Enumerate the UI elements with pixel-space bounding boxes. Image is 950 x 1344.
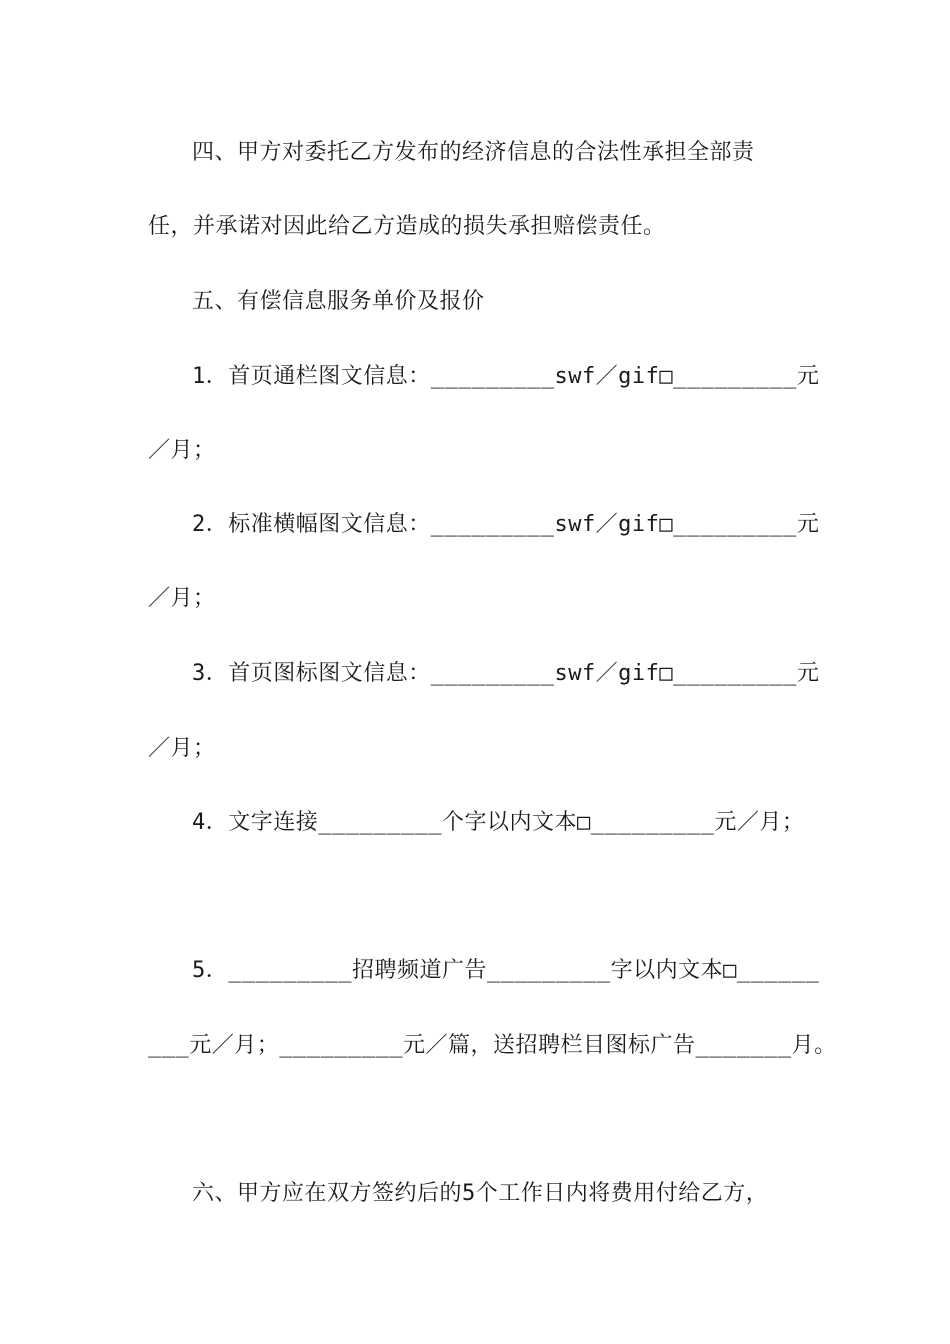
item-3-line-1: 3．首页图标图文信息：_________swf／gif□_________元 xyxy=(192,661,820,686)
item-2-line-2: ／月； xyxy=(148,586,216,611)
paragraph-4-line-1: 四、甲方对委托乙方发布的经济信息的合法性承担全部责 xyxy=(192,140,755,165)
item-2-line-1: 2．标准横幅图文信息：_________swf／gif□_________元 xyxy=(192,512,820,537)
item-4: 4．文字连接_________个字以内文本□_________元／月； xyxy=(192,810,805,835)
item-1-line-1: 1．首页通栏图文信息：_________swf／gif□_________元 xyxy=(192,364,820,389)
item-5-line-1: 5．_________招聘频道广告_________字以内文本□______ xyxy=(192,958,820,983)
item-1-line-2: ／月； xyxy=(148,438,216,463)
item-5-line-2: ___元／月；_________元／篇，送招聘栏目图标广告_______月。 xyxy=(148,1033,837,1058)
section-5-heading: 五、有偿信息服务单价及报价 xyxy=(192,289,485,314)
paragraph-6-line-1: 六、甲方应在双方签约后的5个工作日内将费用付给乙方， xyxy=(192,1181,769,1206)
paragraph-4-line-2: 任，并承诺对因此给乙方造成的损失承担赔偿责任。 xyxy=(148,214,666,239)
item-3-line-2: ／月； xyxy=(148,736,216,761)
